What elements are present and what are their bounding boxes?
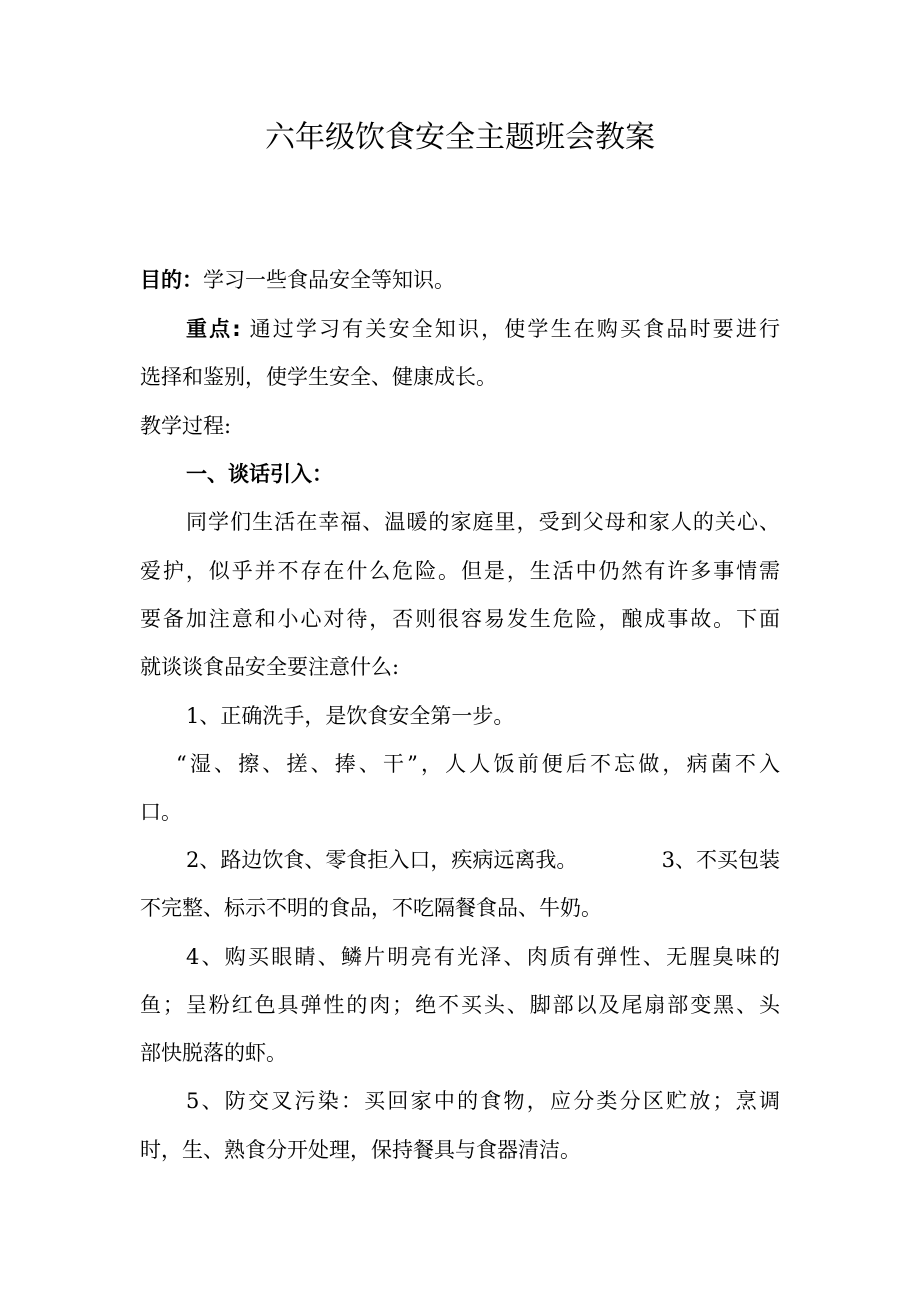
section-heading-text: 一、谈话引入：	[186, 462, 333, 486]
focus-line-1	[186, 314, 780, 344]
intro-line: 要备加注意和小心对待，否则很容易发生危险，酿成事故。下面	[140, 607, 780, 631]
purpose-text: 学习一些食品安全等知识。	[203, 268, 455, 292]
process-label: 教学过程:	[140, 414, 232, 438]
item-1-detail: 口。	[140, 800, 182, 824]
item-1: 1、正确洗手，是饮食安全第一步。	[186, 704, 515, 728]
section-heading	[186, 459, 780, 489]
item-4: 4、购买眼睛、鳞片明亮有光泽、肉质有弹性、无腥臭味的	[186, 945, 780, 969]
intro-line: 爱护，似乎并不存在什么危险。但是，生活中仍然有许多事情需	[140, 559, 780, 583]
focus-text: 通过学习有关安全知识，使学生在购买食品时要进行	[249, 317, 780, 341]
focus-label: 重点:	[186, 317, 241, 341]
item-4: 部快脱落的虾。	[140, 1041, 287, 1065]
item-5: 时，生、熟食分开处理，保持餐具与食器清洁。	[140, 1138, 581, 1162]
item-1-detail: “湿、擦、搓、捧、干”，人人饭前便后不忘做，病菌不入	[176, 752, 780, 776]
document-title: 六年级饮食安全主题班会教案	[265, 120, 655, 155]
item-2: 2、路边饮食、零食拒入口，疾病远离我。	[186, 848, 578, 872]
item-4: 鱼；呈粉红色具弹性的肉；绝不买头、脚部以及尾扇部变黑、头	[140, 993, 780, 1017]
purpose-line	[140, 265, 780, 295]
purpose-label: 目的：	[140, 268, 203, 292]
item-3: 不完整、标示不明的食品，不吃隔餐食品、牛奶。	[140, 896, 602, 920]
item-5: 5、防交叉污染：买回家中的食物，应分类分区贮放；烹调	[186, 1089, 780, 1113]
focus-line-2: 选择和鉴别，使学生安全、健康成长。	[140, 365, 497, 389]
item-3: 3、不买包装	[661, 848, 780, 872]
intro-line: 就谈谈食品安全要注意什么:	[140, 655, 400, 679]
intro-line: 同学们生活在幸福、温暖的家庭里，受到父母和家人的关心、	[186, 510, 780, 534]
